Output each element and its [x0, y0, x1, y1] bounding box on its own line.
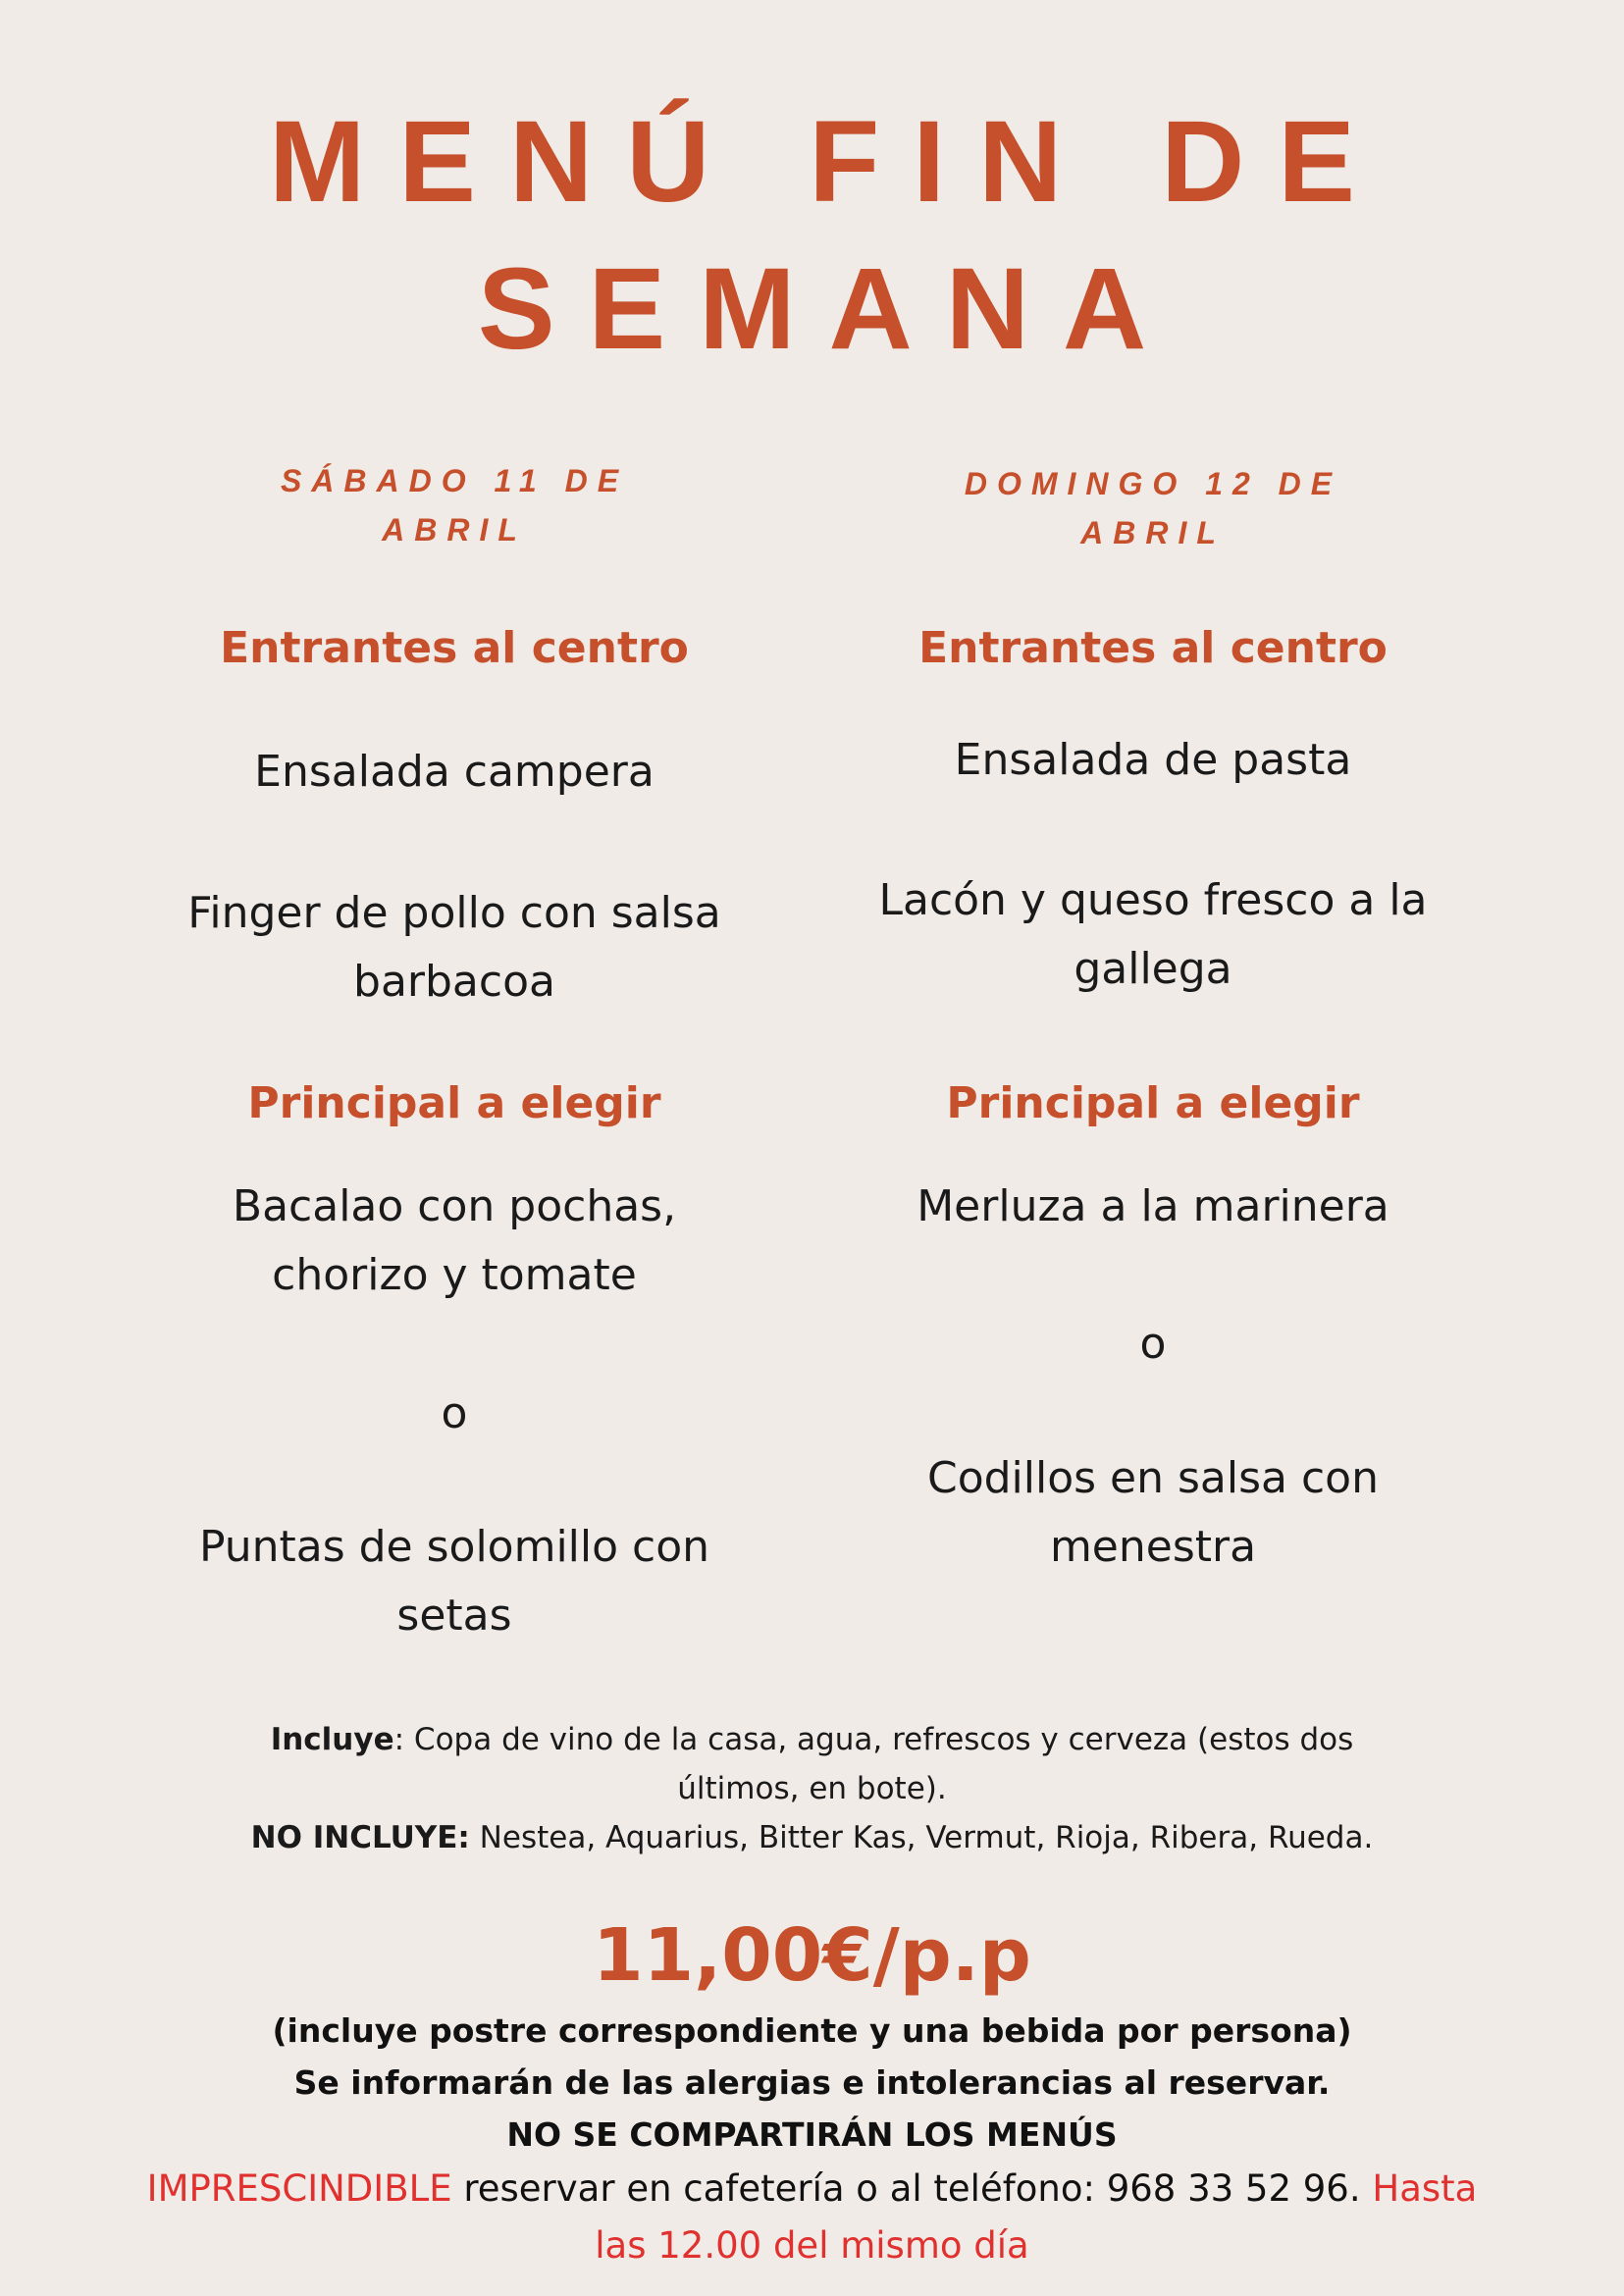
- includes-text: : Copa de vino de la casa, agua, refrescos y cerveza (estos dos: [393, 1722, 1354, 1757]
- title-line-1: MENÚ FIN DE: [269, 97, 1388, 227]
- includes-label: Incluye: [270, 1722, 394, 1757]
- saturday-heading: SÁBADO 11 DE ABRIL: [280, 463, 629, 548]
- includes-line: [236, 1715, 1388, 1764]
- no-sharing-note: NO SE COMPARTIRÁN LOS MENÚS: [506, 2115, 1118, 2154]
- allergy-note: Se informarán de las alergias e intolerancias al reservar.: [293, 2063, 1331, 2102]
- reservation-highlight: IMPRESCINDIBLE: [146, 2167, 452, 2210]
- sunday-heading: DOMINGO 12 DE ABRIL: [964, 466, 1342, 550]
- saturday-starter-1: Ensalada campera: [254, 747, 655, 797]
- title-line-2: SEMANA: [477, 244, 1180, 374]
- saturday-starter-2: Finger de pollo con salsa barbacoa: [187, 888, 721, 1007]
- saturday-main-2: Puntas de solomillo con setas: [198, 1522, 710, 1641]
- reservation-text: reservar en cafetería o al teléfono: 968 33 52 96.: [451, 2167, 1361, 2210]
- sunday-main-2: Codillos en salsa con menestra: [926, 1453, 1379, 1572]
- sunday-mains-heading: Principal a elegir: [946, 1078, 1360, 1128]
- saturday-main-1: Bacalao con pochas, chorizo y tomate: [232, 1181, 677, 1300]
- sunday-or-separator: o: [1139, 1319, 1167, 1369]
- sunday-starters-heading: Entrantes al centro: [918, 623, 1388, 673]
- sunday-starter-1: Ensalada de pasta: [954, 735, 1352, 785]
- reservation-deadline-2: las 12.00 del mismo día: [595, 2224, 1029, 2267]
- reservation-note: [128, 2161, 1496, 2274]
- not-included-label: NO INCLUYE:: [250, 1820, 470, 1855]
- saturday-starters-heading: Entrantes al centro: [220, 623, 689, 673]
- not-included-line: [236, 1813, 1388, 1862]
- not-included-text: Nestea, Aquarius, Bitter Kas, Vermut, Rioja, Ribera, Rueda.: [469, 1820, 1374, 1855]
- saturday-column: [147, 0, 761, 1668]
- dessert-drink-note: (incluye postre correspondiente y una bebida por persona): [272, 2011, 1352, 2050]
- saturday-mains-heading: Principal a elegir: [247, 1078, 661, 1128]
- price: 11,00€/p.p: [593, 1913, 1031, 1998]
- reservation-deadline-1: Hasta: [1360, 2167, 1478, 2210]
- sunday-column: [846, 0, 1460, 1668]
- sunday-main-1: Merluza a la marinera: [917, 1181, 1389, 1231]
- includes-line-2: últimos, en bote).: [677, 1771, 947, 1806]
- sunday-starter-2: Lacón y queso fresco a la gallega: [878, 875, 1428, 994]
- saturday-or-separator: o: [441, 1388, 468, 1438]
- includes-info: [236, 1715, 1388, 1862]
